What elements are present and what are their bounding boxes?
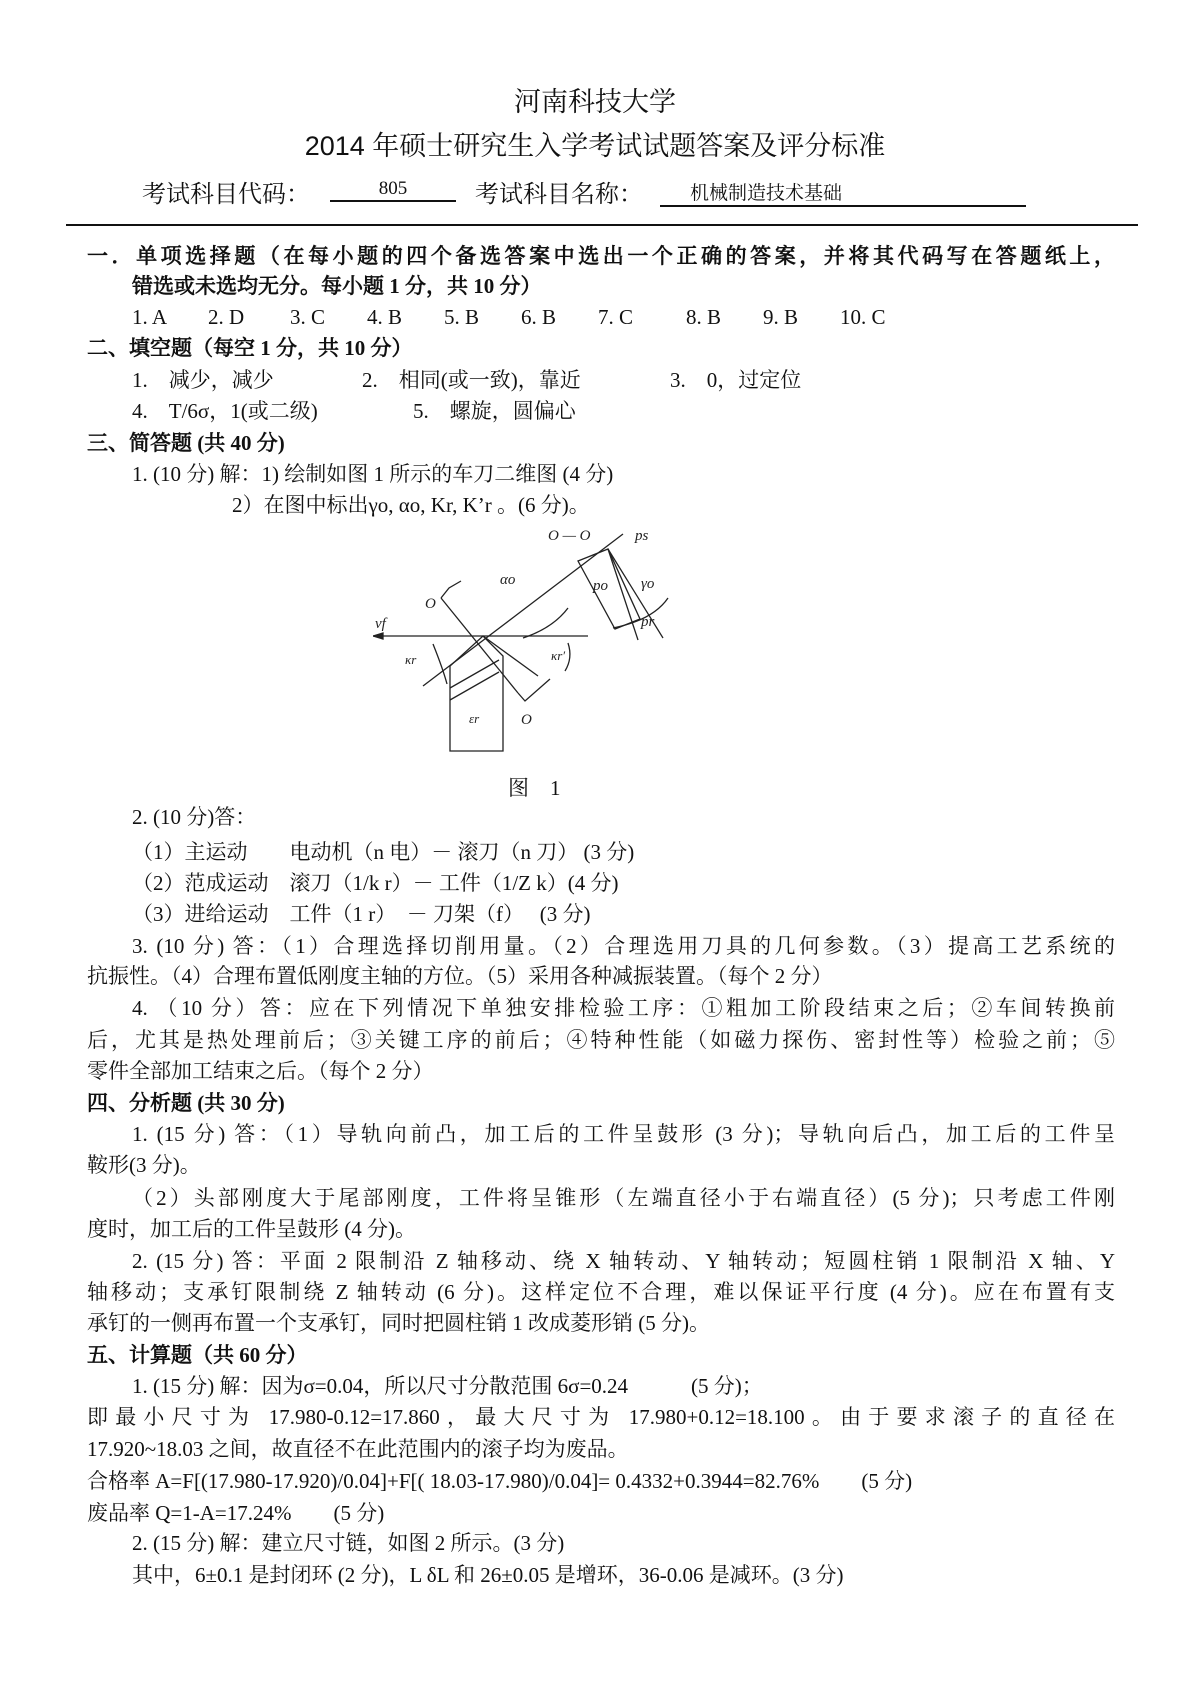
answer: 9. B — [763, 305, 799, 329]
answer: 8. B — [686, 305, 722, 329]
subject-name-label: 考试科目名称： — [475, 181, 643, 208]
blank-answer: 4. T/6σ，1(或二级) — [132, 399, 318, 423]
feed-arrow-icon — [373, 633, 383, 639]
text-line: 2. (10 分)答： — [132, 805, 257, 829]
text-line: 3. (10 分) 答：（1）合理选择切削用量。（2）合理选用刀具的几何参数。（3）提高工艺系统的 — [132, 934, 1115, 958]
answer: 10. C — [840, 305, 886, 329]
text-line: （1）主运动 电动机（n 电）－ 滚刀（n 刀） (3 分) — [132, 840, 635, 864]
text-line: （2）头部刚度大于尾部刚度，工件将呈锥形（左端直径小于右端直径）(5 分)；只考虑工件刚 — [132, 1186, 1115, 1210]
blank-answer: 5. 螺旋，圆偏心 — [413, 399, 576, 423]
text-line: 抗振性。（4）合理布置低刚度主轴的方位。（5）采用各种减振装置。（每个 2 分） — [87, 964, 833, 988]
answer: 7. C — [598, 305, 634, 329]
text-line: 度时，加工后的工件呈鼓形 (4 分)。 — [87, 1217, 416, 1241]
header-divider — [66, 224, 1138, 226]
answer: 3. C — [290, 305, 326, 329]
text-line: 后，尤其是热处理前后；③关键工序的前后；④特种性能（如磁力探伤、密封性等）检验之前；⑤ — [87, 1028, 1115, 1052]
text-line: 承钉的一侧再布置一个支承钉，同时把圆柱销 1 改成菱形销 (5 分)。 — [87, 1311, 710, 1335]
tool-body — [450, 636, 503, 751]
text-line: 合格率 A=F[(17.980-17.920)/0.04]+F[( 18.03-17.980)/0.04]= 0.4332+0.3944=82.76% (5 分) — [87, 1469, 913, 1493]
answer: 6. B — [521, 305, 557, 329]
section5-heading: 五、计算题（共 60 分） — [87, 1343, 308, 1367]
label-epsilon-r: εr — [469, 711, 480, 726]
subject-name: 机械制造技术基础 — [660, 178, 1026, 207]
text-line: 2. (15 分) 解：建立尺寸链，如图 2 所示。(3 分) — [132, 1531, 565, 1555]
label-o-bottom: O — [521, 712, 532, 728]
section4-heading: 四、分析题 (共 30 分) — [87, 1091, 285, 1115]
text-line: 1. (15 分) 答：（1）导轨向前凸，加工后的工件呈鼓形 (3 分)；导轨向后凸，加工后的工件呈 — [132, 1122, 1115, 1146]
label-kappa-r-prime: κr′ — [551, 648, 566, 663]
answer: 4. B — [367, 305, 403, 329]
answer: 1. A — [132, 305, 168, 329]
subject-code: 805 — [330, 178, 456, 202]
text-line: 4. （10 分）答：应在下列情况下单独安排检验工序：①粗加工阶段结束之后；②车间转换前 — [132, 996, 1115, 1020]
text-line: 1. (15 分) 解：因为σ=0.04，所以尺寸分散范围 6σ=0.24 (5 分)； — [132, 1374, 763, 1398]
text-line: 鞍形(3 分)。 — [87, 1153, 201, 1177]
label-o-top: O — [425, 596, 436, 612]
text-line: 轴移动；支承钉限制绕 Z 轴转动 (6 分)。这样定位不合理，难以保证平行度 (4 分)。应在布置有支 — [87, 1280, 1115, 1304]
document-title: 2014 年硕士研究生入学考试试题答案及评分标准 — [304, 131, 886, 161]
section1-heading: 一．单项选择题（在每小题的四个备选答案中选出一个正确的答案，并将其代码写在答题纸上， — [87, 244, 1115, 268]
blank-answer: 3. 0，过定位 — [670, 368, 802, 392]
label-kappa-r: κr — [405, 652, 417, 667]
text-line: 零件全部加工结束之后。（每个 2 分） — [87, 1059, 434, 1083]
section1-answers — [132, 303, 886, 331]
text-line: 其中，6±0.1 是封闭环 (2 分)，L δL 和 26±0.05 是增环，36-0.06 是减环。(3 分) — [132, 1563, 844, 1587]
label-pr: pr — [641, 614, 655, 630]
label-po: po — [593, 578, 608, 594]
blank-answer: 1. 减少，减少 — [132, 368, 274, 392]
university-name: 河南科技大学 — [514, 87, 676, 117]
label-oo: O — O — [548, 528, 591, 544]
text-line: 1. (10 分) 解：1) 绘制如图 1 所示的车刀二维图 (4 分) — [132, 462, 614, 486]
text-line: 2. (15 分) 答：平面 2 限制沿 Z 轴移动、绕 X 轴转动、Y 轴转动；短圆柱销 1 限制沿 X 轴、Y — [132, 1249, 1115, 1273]
subject-code-label: 考试科目代码： — [142, 181, 310, 208]
section2-heading: 二、填空题（每空 1 分，共 10 分） — [87, 336, 413, 360]
section3-heading: 三、简答题 (共 40 分) — [87, 431, 285, 455]
section1-heading-cont: 错选或未选均无分。每小题 1 分，共 10 分） — [132, 274, 542, 298]
answer: 5. B — [444, 305, 480, 329]
text-line: （3）进给运动 工件（1 r） － 刀架（f） (3 分) — [132, 902, 591, 926]
text-line: 即最小尺寸为 17.980-0.12=17.860，最大尺寸为 17.980+0.12=18.100。由于要求滚子的直径在 — [87, 1405, 1115, 1429]
text-line: 2）在图中标出γo, αo, Kr, K’r 。(6 分)。 — [232, 493, 590, 517]
label-vf: vf — [375, 616, 386, 632]
label-ps: ps — [635, 528, 649, 544]
blank-answer: 2. 相同(或一致)，靠近 — [362, 368, 581, 392]
label-gamma-o: γo — [641, 576, 655, 592]
text-line: 17.920~18.03 之间，故直径不在此范围内的滚子均为废品。 — [87, 1437, 629, 1461]
figure-caption: 图 1 — [508, 776, 561, 800]
text-line: （2）范成运动 滚刀（1/k r）－ 工件（1/Z k）(4 分) — [132, 871, 619, 895]
turning-tool-figure — [373, 528, 673, 768]
label-alpha-o: αo — [500, 572, 516, 588]
answer: 2. D — [208, 305, 245, 329]
text-line: 废品率 Q=1-A=17.24% (5 分) — [87, 1501, 385, 1525]
